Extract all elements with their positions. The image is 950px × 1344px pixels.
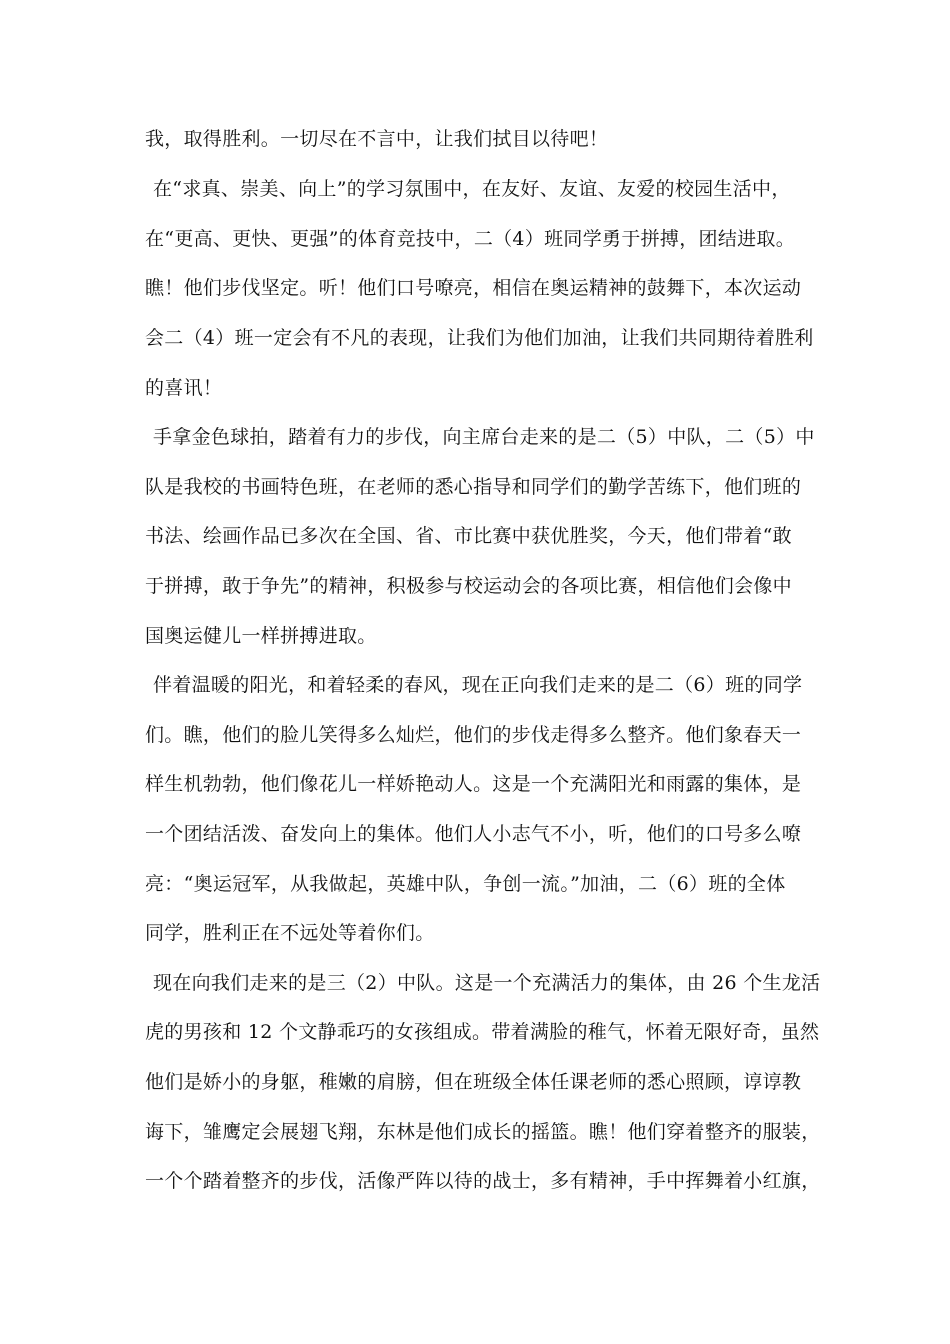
text-line-14: 样生机勃勃，他们像花儿一样娇艳动人。这是一个充满阳光和雨露的集体，是 (145, 773, 802, 795)
text-line-22: 一个个踏着整齐的步伐，活像严阵以待的战士，多有精神，手中挥舞着小红旗， (145, 1170, 821, 1192)
text-line-12: 伴着温暖的阳光，和着轻柔的春风，现在正向我们走来的是二（6）班的同学 (153, 674, 803, 696)
text-line-18: 现在向我们走来的是三（2）中队。这是一个充满活力的集体，由 26 个生龙活 (153, 972, 821, 994)
text-line-15: 一个团结活泼、奋发向上的集体。他们人小志气不小，听，他们的口号多么嘹 (145, 823, 802, 845)
text-line-3: 在“更高、更快、更强”的体育竞技中，二（4）班同学勇于拼搏，团结进取。 (145, 228, 796, 250)
text-line-20: 他们是娇小的身躯，稚嫩的肩膀，但在班级全体任课老师的悉心照顾，谆谆教 (145, 1071, 802, 1093)
text-line-11: 国奥运健儿一样拼搏进取。 (145, 625, 377, 647)
text-line-21: 诲下，雏鹰定会展翅飞翔，东林是他们成长的摇篮。瞧！他们穿着整齐的服装， (145, 1121, 821, 1143)
text-line-1: 我，取得胜利。一切尽在不言中，让我们拭目以待吧！ (145, 128, 609, 150)
text-line-8: 队是我校的书画特色班，在老师的悉心指导和同学们的勤学苦练下，他们班的 (145, 476, 802, 498)
text-line-2: 在“求真、崇美、向上”的学习氛围中，在友好、友谊、友爱的校园生活中， (153, 178, 791, 200)
text-line-9: 书法、绘画作品已多次在全国、省、市比赛中获优胜奖，今天，他们带着“敢 (145, 525, 792, 547)
text-line-10: 于拼搏，敢于争先”的精神，积极参与校运动会的各项比赛，相信他们会像中 (145, 575, 792, 597)
text-line-17: 同学，胜利正在不远处等着你们。 (145, 922, 435, 944)
text-line-7: 手拿金色球拍，踏着有力的步伐，向主席台走来的是二（5）中队，二（5）中 (153, 426, 815, 448)
text-line-19: 虎的男孩和 12 个文静乖巧的女孩组成。带着满脸的稚气，怀着无限好奇，虽然 (145, 1021, 820, 1043)
text-line-6: 的喜讯！ (145, 377, 223, 399)
text-line-5: 会二（4）班一定会有不凡的表现，让我们为他们加油，让我们共同期待着胜利 (145, 327, 814, 349)
text-line-4: 瞧！他们步伐坚定。听！他们口号嘹亮，相信在奥运精神的鼓舞下，本次运动 (145, 277, 802, 299)
text-line-13: 们。瞧，他们的脸儿笑得多么灿烂，他们的步伐走得多么整齐。他们象春天一 (145, 724, 802, 746)
text-line-16: 亮：“奥运冠军，从我做起，英雄中队，争创一流。”加油，二（6）班的全体 (145, 873, 786, 895)
